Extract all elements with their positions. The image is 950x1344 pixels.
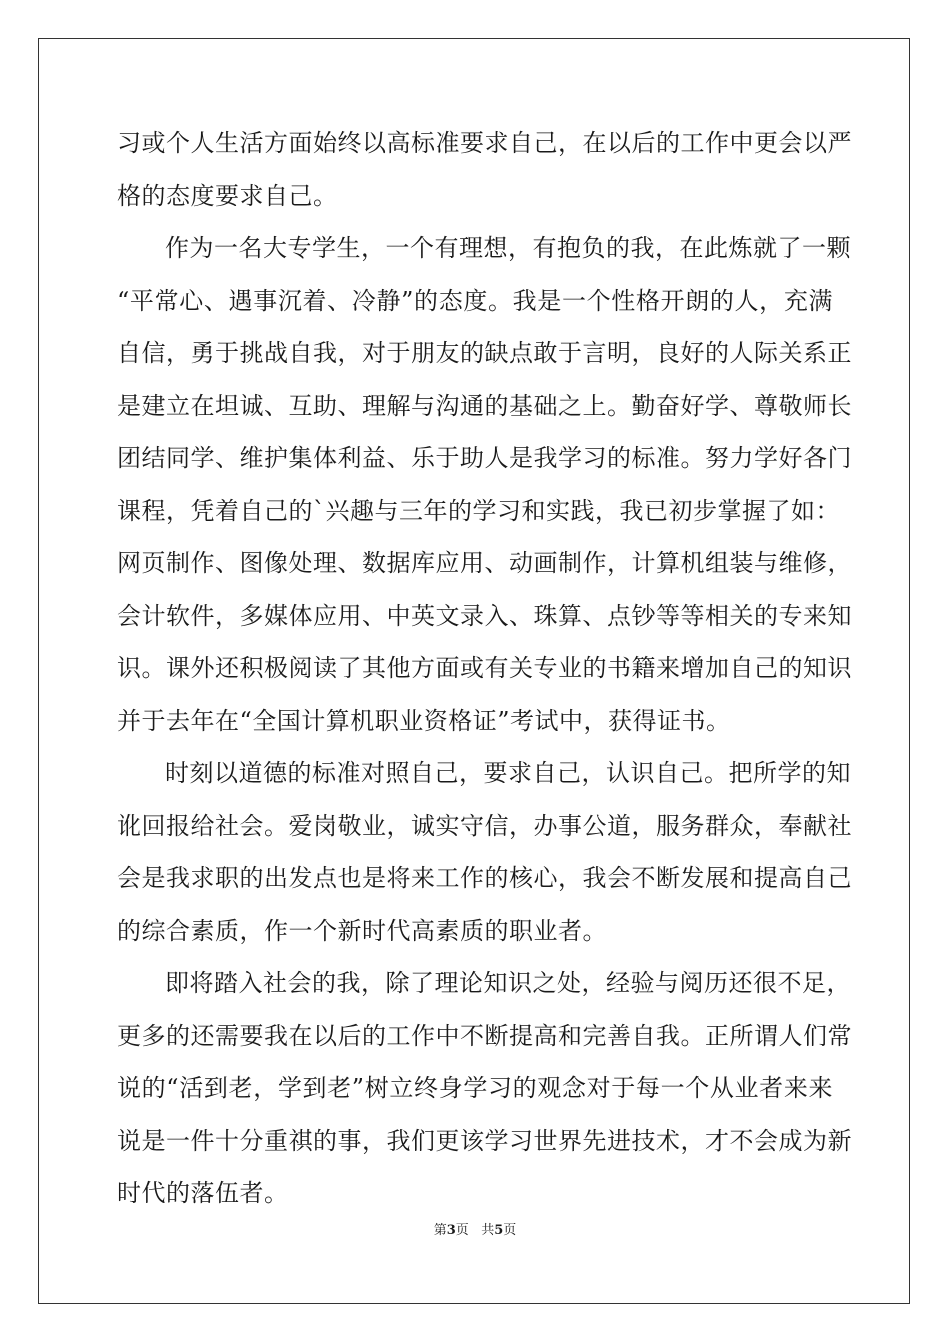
page-number: 3 [446,1223,456,1238]
text-line: 网页制作、图像处理、数据库应用、动画制作，计算机组装与维修， [117,549,852,577]
total-pages: 5 [494,1223,504,1238]
page-prefix: 第 [433,1223,447,1238]
document-body [117,117,852,1220]
text-line: 即将踏入社会的我，除了理论知识之处，经验与阅历还很不足， [165,969,851,997]
total-suffix: 页 [503,1223,517,1238]
page-suffix: 页 [455,1223,469,1238]
text-line: 更多的还需要我在以后的工作中不断提高和完善自我。正所谓人们常 [117,1021,852,1050]
text-line: 作为一名大专学生，一个有理想，有抱负的我，在此炼就了一颗 [165,234,851,262]
text-line: “平常心、遇事沉着、冷静”的态度。我是一个性格开朗的人，充满 [117,286,833,315]
text-line: 讹回报给社会。爱岗敬业，诚实守信，办事公道，服务群众，奉献社 [117,811,852,840]
text-line: 时刻以道德的标准对照自己，要求自己，认识自己。把所学的知 [165,759,851,787]
text-line: 是建立在坦诚、互助、理解与沟通的基础之上。勤奋好学、尊敬师长 [117,391,852,420]
text-line: 识。课外还积极阅读了其他方面或有关专业的书籍来增加自己的知识 [117,654,852,682]
text-line: 并于去年在“全国计算机职业资格证”考试中，获得证书。 [117,706,731,735]
text-line: 团结同学、维护集体利益、乐于助人是我学习的标准。努力学好各门 [117,444,852,472]
text-line: 时代的落伍者。 [117,1179,289,1207]
text-line: 格的态度要求自己。 [117,181,338,210]
text-line: 说是一件十分重祺的事，我们更该学习世界先进技术，才不会成为新 [117,1126,852,1155]
text-line: 习或个人生活方面始终以高标准要求自己，在以后的工作中更会以严 [117,129,852,157]
text-line: 会是我求职的出发点也是将来工作的核心，我会不断发展和提高自己 [117,864,852,892]
text-line: 会计软件，多媒体应用、中英文录入、珠算、点钞等等相关的专来知 [117,601,852,630]
text-line: 说的“活到老，学到老”树立终身学习的观念对于每一个从业者来来 [117,1074,833,1102]
page-footer [0,1219,950,1238]
text-line: 自信，勇于挑战自我，对于朋友的缺点敢于言明，良好的人际关系正 [117,339,852,367]
text-line: 的综合素质，作一个新时代高素质的职业者。 [117,916,607,945]
text-line: 课程，凭着自己的`兴趣与三年的学习和实践，我已初步掌握了如： [117,496,840,525]
total-prefix: 共 [481,1223,495,1238]
